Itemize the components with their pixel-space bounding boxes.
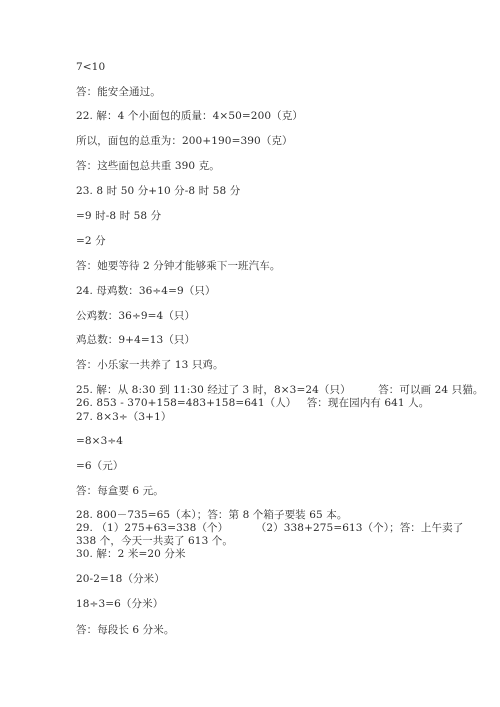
text-line: 20-2=18（分米） — [76, 573, 165, 585]
text-line: =6（元） — [76, 460, 124, 472]
text-line: 公鸡数：36÷9=4（只） — [76, 310, 196, 322]
text-line: 鸡总数：9+4=13（只） — [76, 334, 196, 346]
text-line: =2 分 — [76, 235, 106, 247]
text-line: =9 时-8 时 58 分 — [76, 210, 162, 222]
text-line: 答：她要等待 2 分钟才能够乘下一班汽车。 — [76, 260, 281, 272]
text-line: 24. 母鸡数：36÷4=9（只） — [76, 285, 216, 297]
text-line: 23. 8 时 50 分+10 分-8 时 58 分 — [76, 185, 241, 197]
text-line: 答：每段长 6 分米。 — [76, 624, 175, 636]
text-line: 答：能安全通过。 — [76, 86, 161, 98]
text-line: 所以，面包的总重为：200+190=390（克） — [76, 135, 293, 147]
text-line: 答：每盒要 6 元。 — [76, 485, 164, 497]
text-line: 28. 800－735=65（本）；答：第 8 个箱子要装 65 本。 — [76, 509, 348, 521]
text-line: 30. 解：2 米=20 分米 — [76, 548, 186, 560]
text-line: 7<10 — [76, 61, 106, 73]
text-line: 18÷3=6（分米） — [76, 598, 164, 610]
text-line: 29. （1）275+63=338（个） （2）338+275=613（个）；答：上午卖了 — [76, 522, 464, 534]
text-line: 25. 解：从 8:30 到 11:30 经过了 3 时，8×3=24（只） 答：可以画 24 只猫。 — [76, 384, 484, 396]
text-line: =8×3÷4 — [76, 435, 124, 447]
text-line: 26. 853 - 370+158=483+158=641（人） 答：现在园内有 641 人。 — [76, 397, 430, 409]
text-line: 答：小乐家一共养了 13 只鸡。 — [76, 359, 224, 371]
text-line: 22. 解：4 个小面包的质量：4×50=200（克） — [76, 110, 303, 122]
text-line: 338 个，今天一共卖了 613 个。 — [76, 535, 233, 547]
text-line: 27. 8×3÷（3+1） — [76, 411, 172, 423]
text-line: 答：这些面包总共重 390 克。 — [76, 160, 220, 172]
